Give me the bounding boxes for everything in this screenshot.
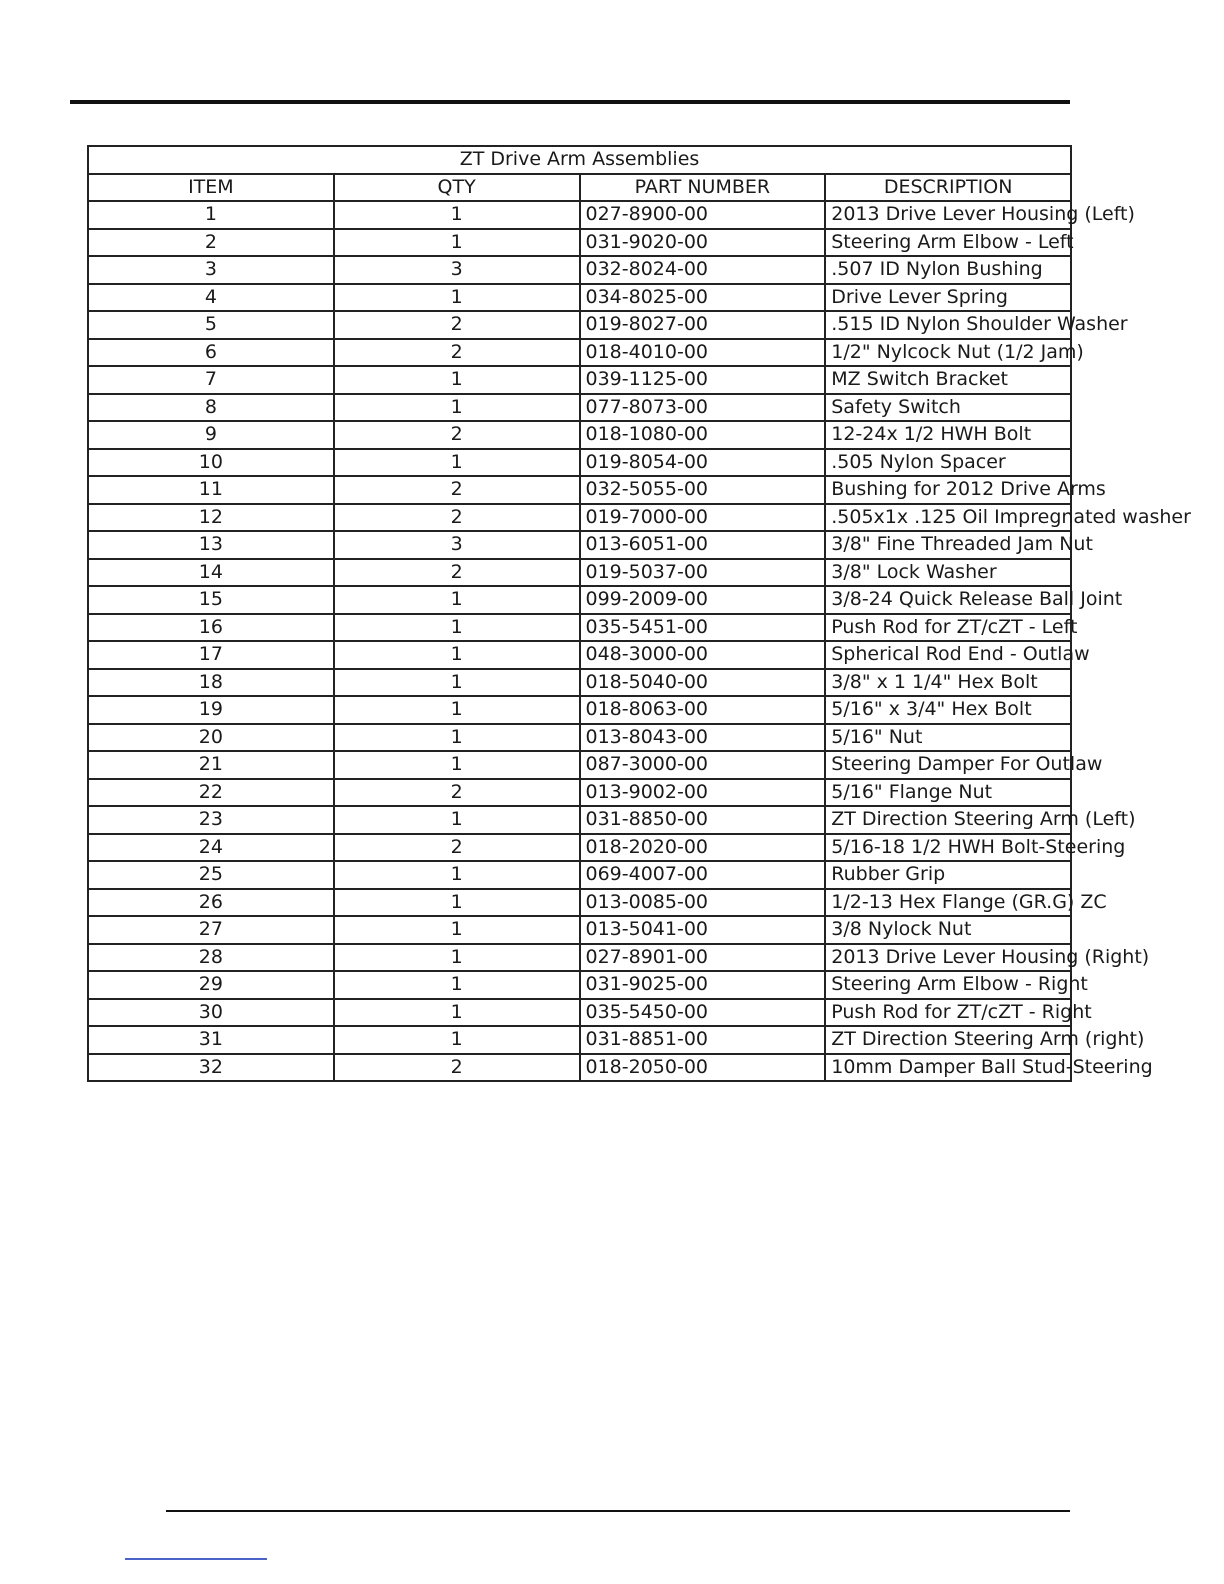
table-title: ZT Drive Arm Assemblies [88, 146, 1071, 174]
footer-link-rule [125, 1558, 267, 1560]
cell-part-number: 027-8901-00 [580, 944, 826, 972]
table-row [88, 724, 1071, 752]
cell-qty: 1 [334, 586, 580, 614]
cell-qty: 1 [334, 971, 580, 999]
cell-description: 3/8" Lock Washer [825, 559, 1071, 587]
cell-part-number: 018-2050-00 [580, 1054, 826, 1082]
cell-description: Bushing for 2012 Drive Arms [825, 476, 1071, 504]
cell-description: Rubber Grip [825, 861, 1071, 889]
cell-description: 3/8" Fine Threaded Jam Nut [825, 531, 1071, 559]
cell-part-number: 048-3000-00 [580, 641, 826, 669]
cell-part-number: 035-5451-00 [580, 614, 826, 642]
cell-part-number: 013-9002-00 [580, 779, 826, 807]
cell-qty: 2 [334, 504, 580, 532]
cell-item: 1 [88, 201, 334, 229]
table-body [88, 201, 1191, 1081]
cell-item: 6 [88, 339, 334, 367]
cell-item: 21 [88, 751, 334, 779]
cell-qty: 1 [334, 999, 580, 1027]
table-caption-row [88, 146, 1071, 174]
header-item: ITEM [88, 174, 334, 202]
cell-item: 18 [88, 669, 334, 697]
top-rule [70, 100, 1070, 104]
cell-description: MZ Switch Bracket [825, 366, 1071, 394]
table-row [88, 339, 1071, 367]
cell-item: 2 [88, 229, 334, 257]
table-row [88, 201, 1071, 229]
cell-part-number: 018-8063-00 [580, 696, 826, 724]
cell-part-number: 018-4010-00 [580, 339, 826, 367]
cell-description: 5/16-18 1/2 HWH Bolt-Steering [825, 834, 1071, 862]
cell-item: 8 [88, 394, 334, 422]
header-qty: QTY [334, 174, 580, 202]
cell-description: 5/16" Flange Nut [825, 779, 1071, 807]
cell-item: 25 [88, 861, 334, 889]
cell-description: Safety Switch [825, 394, 1071, 422]
cell-description: 3/8" x 1 1/4" Hex Bolt [825, 669, 1071, 697]
cell-part-number: 019-7000-00 [580, 504, 826, 532]
cell-item: 20 [88, 724, 334, 752]
cell-qty: 1 [334, 284, 580, 312]
cell-description: .505x1x .125 Oil Impregnated washer [825, 504, 1071, 532]
cell-description: 5/16" Nut [825, 724, 1071, 752]
header-part-number: PART NUMBER [580, 174, 826, 202]
cell-part-number: 027-8900-00 [580, 201, 826, 229]
cell-item: 16 [88, 614, 334, 642]
cell-part-number: 031-8851-00 [580, 1026, 826, 1054]
cell-part-number: 013-5041-00 [580, 916, 826, 944]
cell-description: 1/2-13 Hex Flange (GR.G) ZC [825, 889, 1071, 917]
table-row [88, 586, 1071, 614]
cell-qty: 1 [334, 944, 580, 972]
cell-qty: 1 [334, 669, 580, 697]
cell-description: ZT Direction Steering Arm (Left) [825, 806, 1071, 834]
cell-part-number: 032-8024-00 [580, 256, 826, 284]
cell-item: 5 [88, 311, 334, 339]
cell-description: 3/8-24 Quick Release Ball Joint [825, 586, 1071, 614]
cell-description: 2013 Drive Lever Housing (Left) [825, 201, 1071, 229]
table-row [88, 531, 1071, 559]
table-row [88, 256, 1071, 284]
cell-description: 5/16" x 3/4" Hex Bolt [825, 696, 1071, 724]
cell-part-number: 013-6051-00 [580, 531, 826, 559]
cell-qty: 3 [334, 256, 580, 284]
table-row [88, 669, 1071, 697]
cell-description: 1/2" Nylcock Nut (1/2 Jam) [825, 339, 1071, 367]
table-row [88, 999, 1071, 1027]
cell-qty: 2 [334, 311, 580, 339]
cell-description: 10mm Damper Ball Stud-Steering [825, 1054, 1071, 1082]
cell-item: 10 [88, 449, 334, 477]
cell-qty: 1 [334, 449, 580, 477]
table-row [88, 311, 1071, 339]
cell-item: 14 [88, 559, 334, 587]
cell-qty: 1 [334, 366, 580, 394]
cell-item: 29 [88, 971, 334, 999]
cell-item: 15 [88, 586, 334, 614]
cell-item: 4 [88, 284, 334, 312]
cell-qty: 1 [334, 1026, 580, 1054]
cell-qty: 1 [334, 201, 580, 229]
cell-qty: 2 [334, 421, 580, 449]
table-row [88, 476, 1071, 504]
cell-part-number: 018-2020-00 [580, 834, 826, 862]
cell-part-number: 031-9020-00 [580, 229, 826, 257]
cell-item: 11 [88, 476, 334, 504]
table-row [88, 944, 1071, 972]
cell-description: .505 Nylon Spacer [825, 449, 1071, 477]
cell-item: 24 [88, 834, 334, 862]
cell-qty: 2 [334, 339, 580, 367]
table-header-row [88, 174, 1071, 202]
cell-item: 28 [88, 944, 334, 972]
header-description: DESCRIPTION [825, 174, 1071, 202]
table-row [88, 779, 1071, 807]
cell-part-number: 032-5055-00 [580, 476, 826, 504]
table-row [88, 861, 1071, 889]
cell-part-number: 031-8850-00 [580, 806, 826, 834]
cell-description: 12-24x 1/2 HWH Bolt [825, 421, 1071, 449]
cell-description: 2013 Drive Lever Housing (Right) [825, 944, 1071, 972]
table-row [88, 366, 1071, 394]
table-row [88, 614, 1071, 642]
cell-qty: 1 [334, 394, 580, 422]
cell-qty: 1 [334, 724, 580, 752]
cell-item: 30 [88, 999, 334, 1027]
table-row [88, 806, 1071, 834]
table-row [88, 971, 1071, 999]
table-row [88, 449, 1071, 477]
cell-part-number: 069-4007-00 [580, 861, 826, 889]
cell-description: Spherical Rod End - Outlaw [825, 641, 1071, 669]
table-row [88, 284, 1071, 312]
cell-qty: 1 [334, 861, 580, 889]
table-row [88, 696, 1071, 724]
cell-qty: 1 [334, 614, 580, 642]
cell-item: 23 [88, 806, 334, 834]
bottom-rule [166, 1510, 1070, 1512]
cell-part-number: 077-8073-00 [580, 394, 826, 422]
cell-part-number: 019-5037-00 [580, 559, 826, 587]
cell-item: 31 [88, 1026, 334, 1054]
cell-qty: 2 [334, 559, 580, 587]
cell-item: 12 [88, 504, 334, 532]
cell-item: 17 [88, 641, 334, 669]
cell-description: .515 ID Nylon Shoulder Washer [825, 311, 1071, 339]
cell-qty: 1 [334, 641, 580, 669]
table-row [88, 834, 1071, 862]
table-row [88, 1026, 1071, 1054]
cell-item: 26 [88, 889, 334, 917]
table-row [88, 641, 1071, 669]
cell-description: Steering Arm Elbow - Left [825, 229, 1071, 257]
cell-item: 13 [88, 531, 334, 559]
cell-qty: 2 [334, 1054, 580, 1082]
cell-item: 22 [88, 779, 334, 807]
cell-qty: 2 [334, 834, 580, 862]
cell-part-number: 019-8054-00 [580, 449, 826, 477]
cell-item: 19 [88, 696, 334, 724]
cell-part-number: 087-3000-00 [580, 751, 826, 779]
cell-description: Drive Lever Spring [825, 284, 1071, 312]
cell-part-number: 031-9025-00 [580, 971, 826, 999]
cell-qty: 1 [334, 751, 580, 779]
table-row [88, 559, 1071, 587]
table-row [88, 229, 1071, 257]
cell-part-number: 019-8027-00 [580, 311, 826, 339]
cell-part-number: 099-2009-00 [580, 586, 826, 614]
cell-description: 3/8 Nylock Nut [825, 916, 1071, 944]
cell-qty: 2 [334, 779, 580, 807]
cell-item: 32 [88, 1054, 334, 1082]
cell-qty: 1 [334, 806, 580, 834]
cell-part-number: 034-8025-00 [580, 284, 826, 312]
cell-description: .507 ID Nylon Bushing [825, 256, 1071, 284]
parts-table [87, 145, 1191, 1082]
cell-qty: 3 [334, 531, 580, 559]
table-row [88, 751, 1071, 779]
table-row [88, 394, 1071, 422]
cell-item: 3 [88, 256, 334, 284]
cell-part-number: 013-8043-00 [580, 724, 826, 752]
cell-description: Steering Damper For Outlaw [825, 751, 1071, 779]
cell-qty: 2 [334, 476, 580, 504]
cell-part-number: 013-0085-00 [580, 889, 826, 917]
table-row [88, 916, 1071, 944]
cell-description: Push Rod for ZT/cZT - Right [825, 999, 1071, 1027]
table-row [88, 421, 1071, 449]
cell-part-number: 035-5450-00 [580, 999, 826, 1027]
cell-qty: 1 [334, 916, 580, 944]
cell-part-number: 039-1125-00 [580, 366, 826, 394]
cell-item: 7 [88, 366, 334, 394]
cell-part-number: 018-1080-00 [580, 421, 826, 449]
cell-item: 27 [88, 916, 334, 944]
cell-qty: 1 [334, 229, 580, 257]
table-row [88, 889, 1071, 917]
cell-part-number: 018-5040-00 [580, 669, 826, 697]
cell-description: Push Rod for ZT/cZT - Left [825, 614, 1071, 642]
cell-qty: 1 [334, 696, 580, 724]
table-row [88, 1054, 1071, 1082]
cell-description: Steering Arm Elbow - Right [825, 971, 1071, 999]
cell-description: ZT Direction Steering Arm (right) [825, 1026, 1071, 1054]
cell-qty: 1 [334, 889, 580, 917]
cell-item: 9 [88, 421, 334, 449]
table-row [88, 504, 1071, 532]
